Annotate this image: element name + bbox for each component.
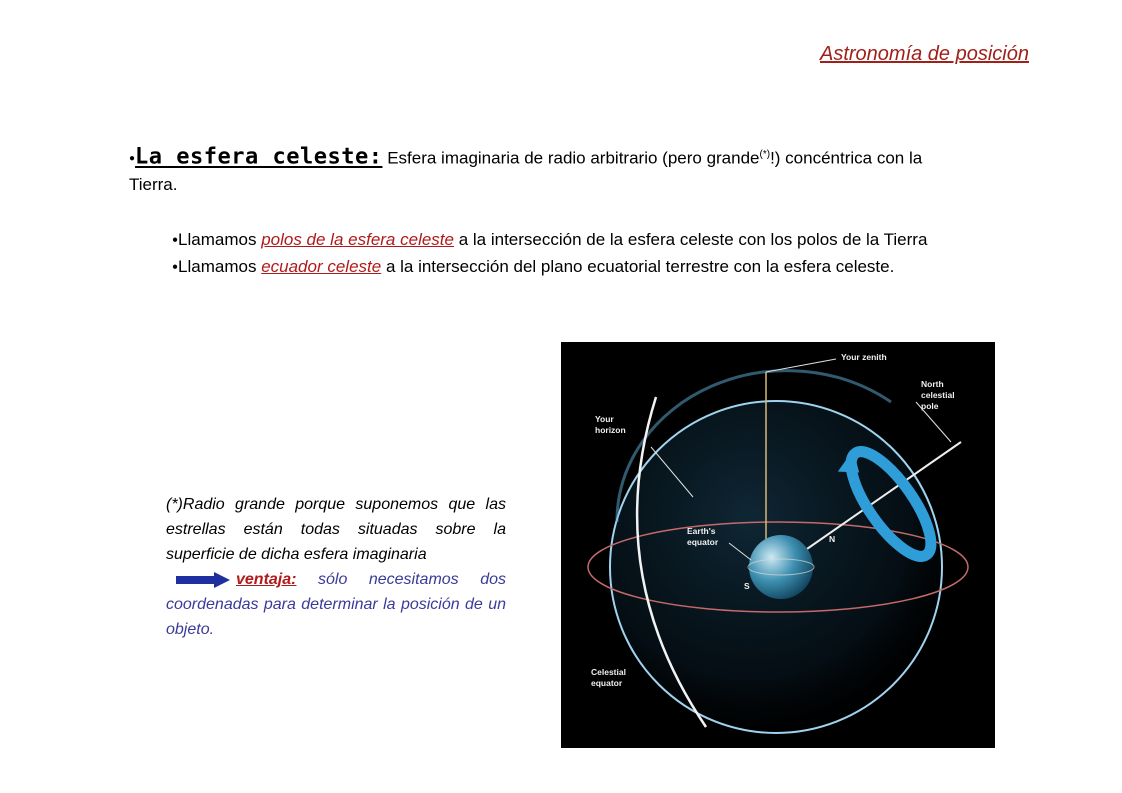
label-south: S <box>744 581 750 591</box>
celestial-sphere-diagram <box>561 342 995 748</box>
definition-list <box>172 227 962 280</box>
earth-globe <box>749 535 813 599</box>
label-horizon-2: horizon <box>595 425 626 435</box>
advantage-label: ventaja: <box>236 571 297 588</box>
label-celestial-equator-2: equator <box>591 678 623 688</box>
bullet-dot-icon: ● <box>172 234 179 246</box>
label-ncp-1: North <box>921 379 944 389</box>
bullet-dot-icon: ● <box>172 261 179 273</box>
advantage-line <box>166 567 506 642</box>
term-heading: La esfera celeste: <box>135 144 383 170</box>
intro-text-b: !) concéntrica con la Tierra. <box>129 148 923 195</box>
advantage-text: sólo necesitamos dos coordenadas para determinar la posición de un objeto. <box>166 571 506 638</box>
intro-text-a: Esfera imaginaria de radio arbitrario (pero grande <box>382 148 760 168</box>
bullet-suffix: a la intersección de la esfera celeste con los polos de la Tierra <box>453 230 928 249</box>
term-link-celestial-poles[interactable]: polos de la esfera celeste <box>261 230 454 249</box>
footnote-mark: (*) <box>759 149 771 160</box>
label-zenith: Your zenith <box>841 352 887 362</box>
footnote-text: (*)Radio grande porque suponemos que las estrellas están todas situadas sobre la superficie de dicha esfera imaginaria <box>166 496 506 563</box>
label-ncp-3: pole <box>921 401 939 411</box>
label-earth-equator-2: equator <box>687 537 719 547</box>
topic-title: Astronomía de posición <box>819 43 1029 65</box>
bullet-prefix: Llamamos <box>178 230 262 249</box>
list-item <box>172 227 962 254</box>
celestial-sphere-figure <box>561 342 995 748</box>
bullet-suffix: a la intersección del plano ecuatorial terrestre con la esfera celeste. <box>381 256 895 276</box>
bullet-prefix: Llamamos <box>178 256 262 276</box>
label-north: N <box>829 534 836 544</box>
bullet-dot-icon: ● <box>129 153 136 165</box>
label-earth-equator-1: Earth's <box>687 526 716 536</box>
footnote-box <box>166 492 506 642</box>
label-ncp-2: celestial <box>921 390 955 400</box>
label-horizon-1: Your <box>595 414 614 424</box>
label-celestial-equator-1: Celestial <box>591 667 626 677</box>
list-item <box>172 254 962 281</box>
term-link-celestial-equator[interactable]: ecuador celeste <box>261 256 382 276</box>
arrow-right-icon <box>166 572 230 588</box>
intro-paragraph <box>129 142 929 198</box>
